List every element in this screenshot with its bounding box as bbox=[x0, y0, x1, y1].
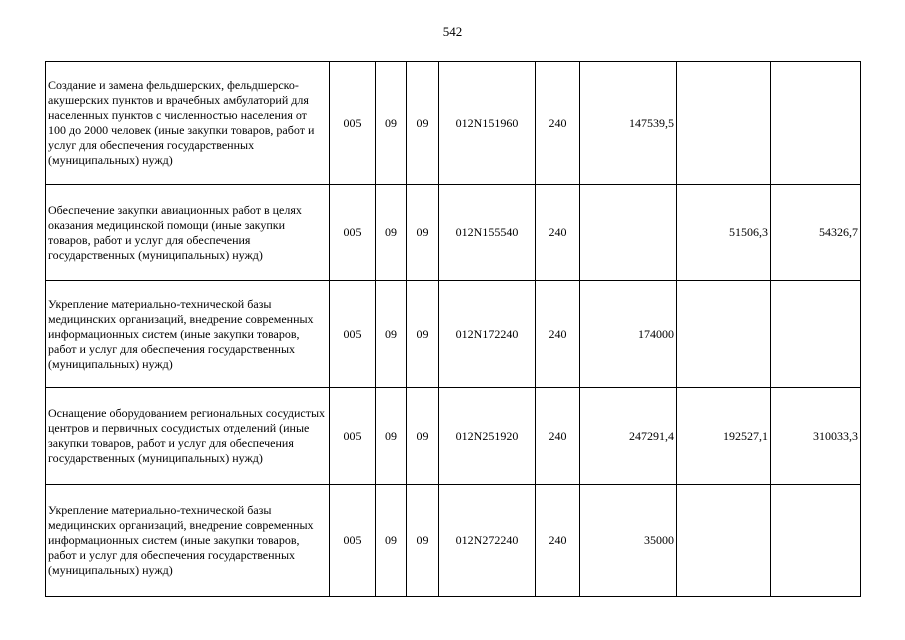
sum-year-3: 54326,7 bbox=[771, 185, 861, 281]
row-name: Укрепление материально-технической базы медицинских организаций, внедрение современных информационных систем (иные закупки товаров, работ и услуг для обеспечения государственных (муниципальных) нужд) bbox=[46, 485, 330, 597]
target-code: 012N251920 bbox=[439, 388, 536, 485]
section-code: 09 bbox=[376, 485, 407, 597]
row-name: Обеспечение закупки авиационных работ в целях оказания медицинской помощи (иные закупки товаров, работ и услуг для обеспечения государственных (муниципальных) нужд) bbox=[46, 185, 330, 281]
sum-year-1: 147539,5 bbox=[580, 62, 677, 185]
section-code: 09 bbox=[376, 185, 407, 281]
expense-type-code: 240 bbox=[536, 185, 580, 281]
sum-year-2: 192527,1 bbox=[677, 388, 771, 485]
target-code: 012N155540 bbox=[439, 185, 536, 281]
ministry-code: 005 bbox=[330, 62, 376, 185]
sum-year-2 bbox=[677, 485, 771, 597]
section-code: 09 bbox=[376, 62, 407, 185]
table-row bbox=[46, 281, 861, 388]
expense-type-code: 240 bbox=[536, 62, 580, 185]
expense-type-code: 240 bbox=[536, 281, 580, 388]
sum-year-1: 247291,4 bbox=[580, 388, 677, 485]
subsection-code: 09 bbox=[407, 485, 439, 597]
sum-year-2 bbox=[677, 62, 771, 185]
expense-type-code: 240 bbox=[536, 388, 580, 485]
sum-year-3 bbox=[771, 485, 861, 597]
subsection-code: 09 bbox=[407, 388, 439, 485]
row-name: Оснащение оборудованием региональных сосудистых центров и первичных сосудистых отделений (иные закупки товаров, работ и услуг для обеспечения государственных (муниципальных) нужд) bbox=[46, 388, 330, 485]
ministry-code: 005 bbox=[330, 185, 376, 281]
subsection-code: 09 bbox=[407, 62, 439, 185]
ministry-code: 005 bbox=[330, 388, 376, 485]
section-code: 09 bbox=[376, 388, 407, 485]
ministry-code: 005 bbox=[330, 485, 376, 597]
target-code: 012N151960 bbox=[439, 62, 536, 185]
sum-year-2 bbox=[677, 281, 771, 388]
budget-table bbox=[45, 61, 861, 597]
sum-year-1: 174000 bbox=[580, 281, 677, 388]
section-code: 09 bbox=[376, 281, 407, 388]
row-name: Создание и замена фельдшерских, фельдшерско-акушерских пунктов и врачебных амбулаторий для населенных пунктов с численностью населения от 100 до 2000 человек (иные закупки товаров, работ и услуг для обеспечения государственных (муниципальных) нужд) bbox=[46, 62, 330, 185]
table-row bbox=[46, 62, 861, 185]
sum-year-1 bbox=[580, 185, 677, 281]
expense-type-code: 240 bbox=[536, 485, 580, 597]
row-name: Укрепление материально-технической базы медицинских организаций, внедрение современных информационных систем (иные закупки товаров, работ и услуг для обеспечения государственных (муниципальных) нужд) bbox=[46, 281, 330, 388]
sum-year-2: 51506,3 bbox=[677, 185, 771, 281]
table-row bbox=[46, 485, 861, 597]
subsection-code: 09 bbox=[407, 185, 439, 281]
table-row bbox=[46, 185, 861, 281]
page-number: 542 bbox=[442, 24, 463, 39]
sum-year-3 bbox=[771, 281, 861, 388]
target-code: 012N272240 bbox=[439, 485, 536, 597]
sum-year-3: 310033,3 bbox=[771, 388, 861, 485]
subsection-code: 09 bbox=[407, 281, 439, 388]
sum-year-1: 35000 bbox=[580, 485, 677, 597]
table-row bbox=[46, 388, 861, 485]
target-code: 012N172240 bbox=[439, 281, 536, 388]
sum-year-3 bbox=[771, 62, 861, 185]
ministry-code: 005 bbox=[330, 281, 376, 388]
